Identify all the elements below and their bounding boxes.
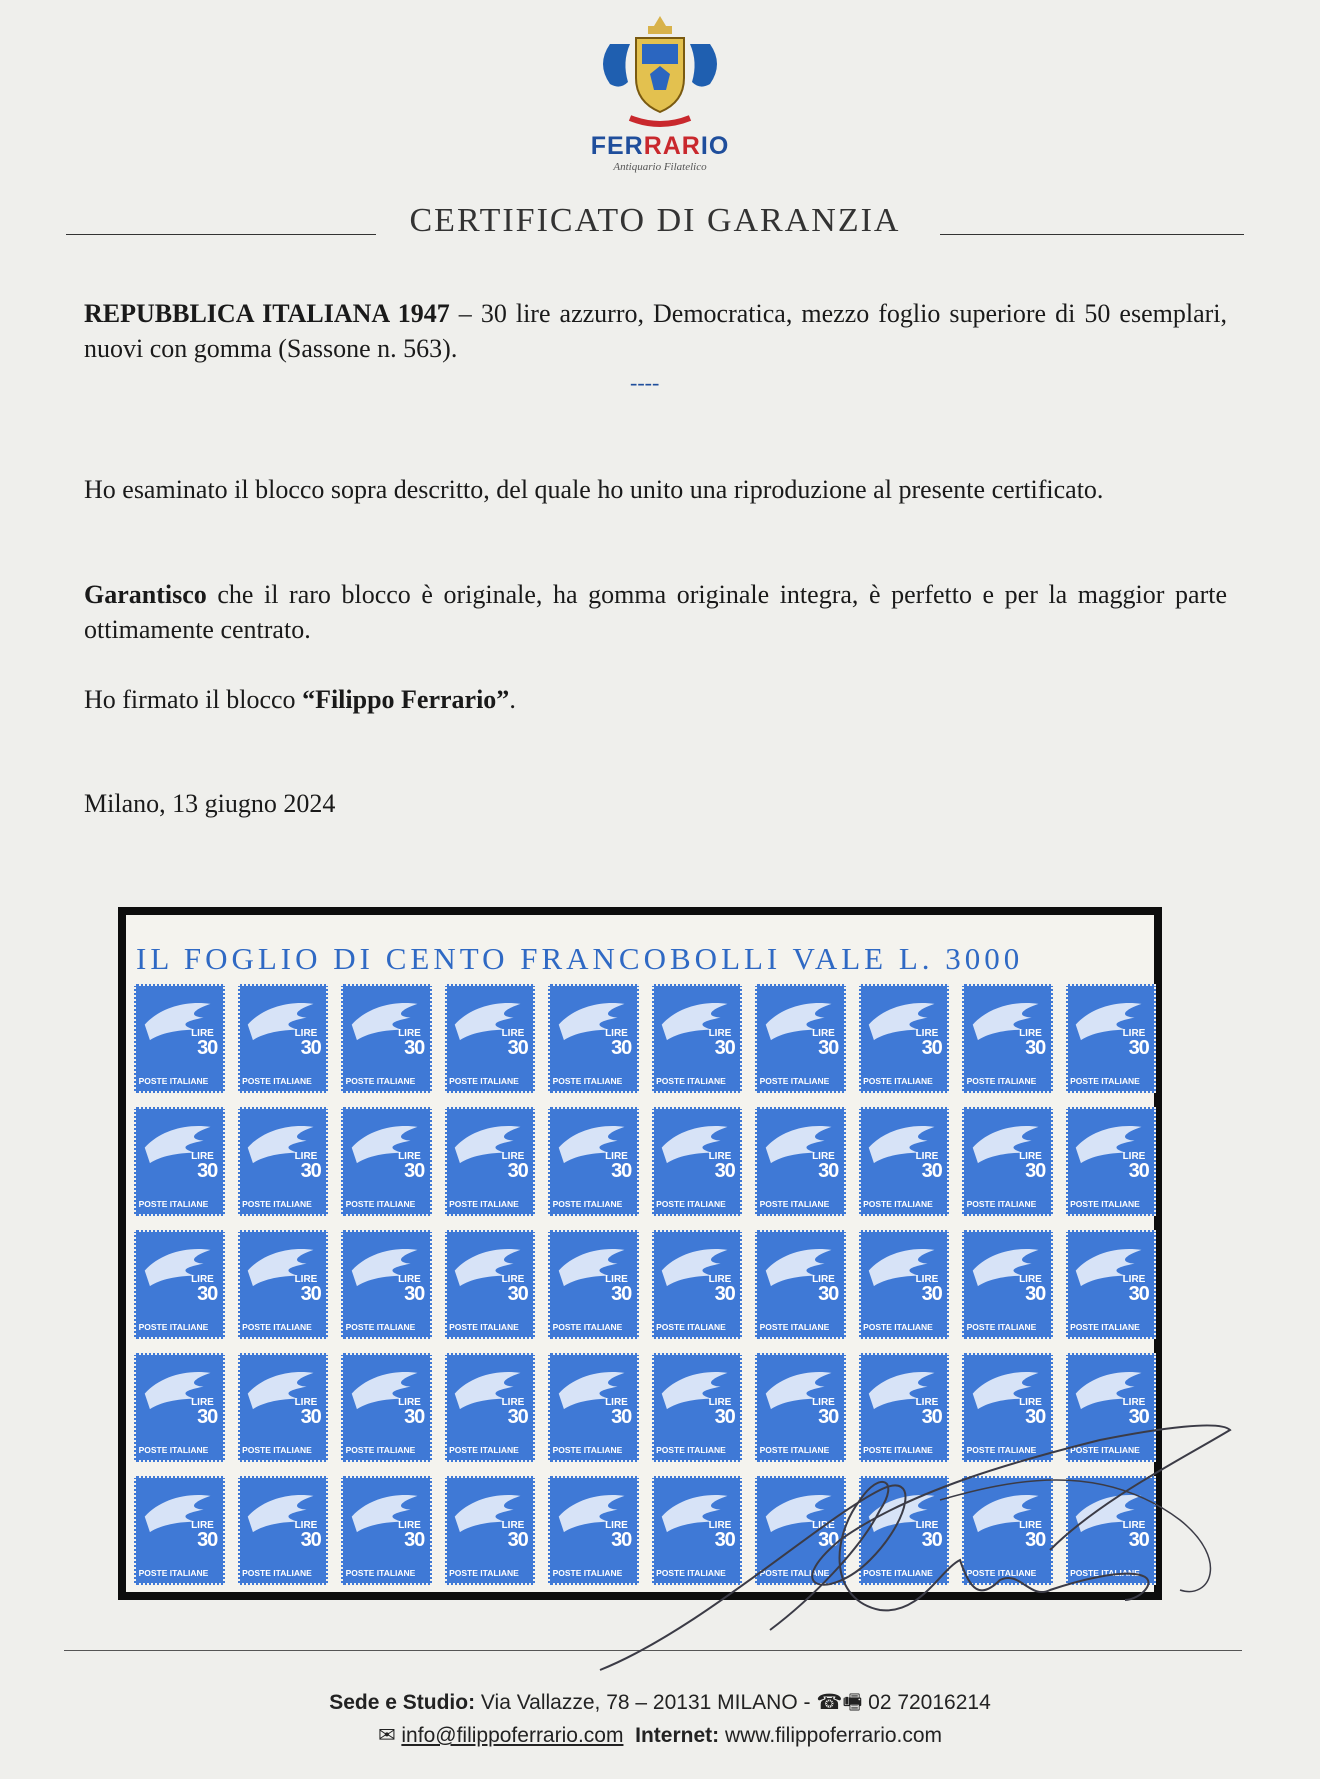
stamp-currency: LIRE (1019, 1397, 1042, 1408)
stamp-value: 30 (611, 1037, 632, 1060)
stamp-value: 30 (818, 1406, 839, 1429)
stamp (238, 1230, 329, 1339)
stamp-country: POSTE ITALIANE (966, 1567, 1037, 1578)
stamp-currency: LIRE (398, 1397, 421, 1408)
description-text: – 30 lire azzurro, Democratica, mezzo foglio superiore di 50 esemplari, nuovi con gomma (Sassone n. 563). (84, 299, 1227, 363)
stamp (859, 984, 950, 1093)
stamp-currency: LIRE (398, 1151, 421, 1162)
stamp-currency: LIRE (812, 1520, 835, 1531)
stamp-country: POSTE ITALIANE (656, 1198, 726, 1209)
stamp-value: 30 (507, 1529, 528, 1552)
stamp-currency: LIRE (191, 1397, 214, 1408)
stamp-value: 30 (714, 1283, 735, 1306)
stamp-country: POSTE ITALIANE (345, 1444, 416, 1455)
stamp-country: POSTE ITALIANE (759, 1075, 830, 1086)
stamp-currency: LIRE (1122, 1274, 1146, 1285)
stamp-value: 30 (1128, 1529, 1149, 1552)
stamp-currency: LIRE (915, 1520, 939, 1531)
stamp (341, 1107, 432, 1216)
stamp-country: POSTE ITALIANE (759, 1567, 830, 1578)
stamp-value: 30 (1025, 1406, 1046, 1429)
stamp-country: POSTE ITALIANE (449, 1444, 519, 1455)
stamp-currency: LIRE (812, 1274, 835, 1285)
paragraph-examined: Ho esaminato il blocco sopra descritto, del quale ho unito una riproduzione al presente certificato. (84, 475, 1104, 504)
stamp-country: POSTE ITALIANE (449, 1567, 519, 1578)
stamp (1066, 984, 1157, 1093)
stamp (755, 1476, 846, 1585)
stamp-value: 30 (507, 1037, 528, 1060)
stamp-country: POSTE ITALIANE (345, 1321, 416, 1332)
stamp-value: 30 (1128, 1406, 1149, 1429)
stamp (548, 1107, 639, 1216)
stamp-currency: LIRE (915, 1028, 939, 1039)
stamp (652, 1107, 743, 1216)
stamp (962, 1230, 1053, 1339)
stamp-country: POSTE ITALIANE (345, 1567, 416, 1578)
stamp-country: POSTE ITALIANE (863, 1567, 933, 1578)
stamp-country: POSTE ITALIANE (966, 1444, 1037, 1455)
stamp-country: POSTE ITALIANE (449, 1198, 519, 1209)
stamp-currency: LIRE (812, 1151, 835, 1162)
stamp (238, 1353, 329, 1462)
stamp-value: 30 (1128, 1037, 1149, 1060)
stamp-country: POSTE ITALIANE (656, 1444, 726, 1455)
stamp-country: POSTE ITALIANE (552, 1198, 623, 1209)
stamp-country: POSTE ITALIANE (1070, 1075, 1140, 1086)
stamp (962, 1476, 1053, 1585)
footer-address-label: Sede e Studio: (329, 1691, 476, 1714)
ferrario-crest-logo (590, 14, 730, 134)
stamp-value: 30 (714, 1529, 735, 1552)
sheet-margin-inscription: IL FOGLIO DI CENTO FRANCOBOLLI VALE L. 3000 (136, 941, 1024, 976)
guarantee-bold: Garantisco (84, 580, 207, 609)
stamp-country: POSTE ITALIANE (656, 1567, 726, 1578)
stamp-country: POSTE ITALIANE (552, 1075, 623, 1086)
stamp-currency: LIRE (605, 1397, 628, 1408)
stamp (652, 1230, 743, 1339)
stamp (1066, 1353, 1157, 1462)
stamp-currency: LIRE (708, 1520, 732, 1531)
stamp-value: 30 (197, 1529, 218, 1552)
sheet-paper (126, 915, 1154, 1592)
stamp-value: 30 (921, 1529, 942, 1552)
signed-text: Ho firmato il blocco (84, 685, 303, 714)
brand-name: FERRARIO (590, 132, 730, 160)
stamp-value: 30 (507, 1283, 528, 1306)
certificate-title: CERTIFICATO DI GARANZIA (409, 202, 901, 239)
stamp-country: POSTE ITALIANE (759, 1198, 830, 1209)
stamp (755, 1230, 846, 1339)
stamp-currency: LIRE (1019, 1274, 1042, 1285)
stamp-value: 30 (197, 1160, 218, 1183)
stamp-country: POSTE ITALIANE (863, 1075, 933, 1086)
stamp (238, 1107, 329, 1216)
stamp (859, 1476, 950, 1585)
stamp-country: POSTE ITALIANE (966, 1198, 1037, 1209)
stamp-currency: LIRE (1122, 1151, 1146, 1162)
stamp-value: 30 (197, 1406, 218, 1429)
stamp-country: POSTE ITALIANE (1070, 1444, 1140, 1455)
stamp (341, 1230, 432, 1339)
stamp (341, 1353, 432, 1462)
stamp-value: 30 (611, 1160, 632, 1183)
stamp-country: POSTE ITALIANE (1070, 1198, 1140, 1209)
stamp-value: 30 (507, 1160, 528, 1183)
description (84, 296, 1227, 366)
stamp (652, 1353, 743, 1462)
stamp (859, 1230, 950, 1339)
stamp-country: POSTE ITALIANE (345, 1075, 416, 1086)
footer-address (0, 1688, 1320, 1723)
stamp-country: POSTE ITALIANE (863, 1444, 933, 1455)
stamp-country: POSTE ITALIANE (242, 1321, 312, 1332)
brand-subtitle: Antiquario Filatelico (613, 161, 707, 173)
stamp (134, 1476, 225, 1585)
stamp-country: POSTE ITALIANE (966, 1321, 1037, 1332)
stamp (548, 1230, 639, 1339)
stamp (134, 1353, 225, 1462)
stamp-value: 30 (404, 1406, 425, 1429)
stamp-currency: LIRE (294, 1520, 318, 1531)
stamp-value: 30 (404, 1529, 425, 1552)
stamp-value: 30 (818, 1529, 839, 1552)
stamp (755, 1353, 846, 1462)
email-link[interactable]: info@filippoferrario.com (401, 1724, 624, 1747)
stamp-value: 30 (921, 1160, 942, 1183)
stamp-value: 30 (714, 1160, 735, 1183)
stamp-value: 30 (1025, 1037, 1046, 1060)
stamp-currency: LIRE (915, 1151, 939, 1162)
stamp (445, 1107, 536, 1216)
stamp-value: 30 (921, 1037, 942, 1060)
stamp (445, 1353, 536, 1462)
stamp-country: POSTE ITALIANE (759, 1321, 830, 1332)
stamp-currency: LIRE (191, 1151, 214, 1162)
stamp-currency: LIRE (501, 1151, 525, 1162)
stamp (962, 1353, 1053, 1462)
stamp (238, 1476, 329, 1585)
stamp-value: 30 (714, 1037, 735, 1060)
stamp-currency: LIRE (398, 1520, 421, 1531)
stamp-currency: LIRE (708, 1397, 732, 1408)
stamp-country: POSTE ITALIANE (242, 1198, 312, 1209)
stamp (859, 1353, 950, 1462)
stamp (859, 1107, 950, 1216)
stamp-currency: LIRE (708, 1028, 732, 1039)
description-heading: REPUBBLICA ITALIANA 1947 (84, 299, 450, 328)
stamp-value: 30 (1128, 1160, 1149, 1183)
stamp-currency: LIRE (398, 1028, 421, 1039)
stamp (238, 984, 329, 1093)
stamp-value: 30 (818, 1037, 839, 1060)
stamp-currency: LIRE (1122, 1520, 1146, 1531)
stamp-country: POSTE ITALIANE (759, 1444, 830, 1455)
title-rule-right (940, 234, 1244, 235)
stamp-sheet-image (118, 907, 1162, 1600)
stamp-country: POSTE ITALIANE (863, 1321, 933, 1332)
stamp-currency: LIRE (1019, 1028, 1042, 1039)
stamp-value: 30 (611, 1406, 632, 1429)
stamp-value: 30 (404, 1283, 425, 1306)
stamp-value: 30 (1025, 1283, 1046, 1306)
stamp (341, 1476, 432, 1585)
stamp (652, 984, 743, 1093)
footer-rule (64, 1650, 1242, 1651)
guarantee-text: che il raro blocco è originale, ha gomma originale integra, è perfetto e per la maggior parte ottimamente centrato. (84, 580, 1227, 644)
stamp-value: 30 (611, 1283, 632, 1306)
stamp-country: POSTE ITALIANE (1070, 1567, 1140, 1578)
separator: ---- (630, 370, 660, 395)
stamp-currency: LIRE (294, 1028, 318, 1039)
stamp-currency: LIRE (191, 1274, 214, 1285)
stamp-value: 30 (611, 1529, 632, 1552)
title-row (66, 202, 1244, 242)
stamp (445, 984, 536, 1093)
stamp-country: POSTE ITALIANE (449, 1075, 519, 1086)
stamp-value: 30 (1025, 1160, 1046, 1183)
stamp-value: 30 (300, 1037, 321, 1060)
stamp-country: POSTE ITALIANE (1070, 1321, 1140, 1332)
stamp-currency: LIRE (398, 1274, 421, 1285)
stamp-currency: LIRE (501, 1397, 525, 1408)
stamp-currency: LIRE (191, 1520, 214, 1531)
stamp-value: 30 (714, 1406, 735, 1429)
stamp-value: 30 (300, 1283, 321, 1306)
stamp-country: POSTE ITALIANE (138, 1075, 209, 1086)
stamp-value: 30 (404, 1160, 425, 1183)
stamp (1066, 1476, 1157, 1585)
stamp-currency: LIRE (1019, 1520, 1042, 1531)
stamp-currency: LIRE (294, 1397, 318, 1408)
stamp-currency: LIRE (605, 1520, 628, 1531)
stamp-currency: LIRE (915, 1397, 939, 1408)
stamp-currency: LIRE (605, 1151, 628, 1162)
stamp-value: 30 (507, 1406, 528, 1429)
stamp-currency: LIRE (605, 1274, 628, 1285)
footer-contacts (0, 1723, 1320, 1748)
stamp (445, 1476, 536, 1585)
place-date: Milano, 13 giugno 2024 (84, 789, 336, 818)
stamp-country: POSTE ITALIANE (656, 1321, 726, 1332)
stamp (755, 984, 846, 1093)
stamp-value: 30 (300, 1406, 321, 1429)
stamp (1066, 1230, 1157, 1339)
stamp-country: POSTE ITALIANE (863, 1198, 933, 1209)
stamp-currency: LIRE (1122, 1028, 1146, 1039)
stamp-currency: LIRE (605, 1028, 628, 1039)
stamp-value: 30 (404, 1037, 425, 1060)
paragraph-signed (84, 682, 1227, 717)
stamp-value: 30 (818, 1283, 839, 1306)
stamp-currency: LIRE (191, 1028, 214, 1039)
stamp-currency: LIRE (501, 1274, 525, 1285)
stamp-value: 30 (818, 1160, 839, 1183)
stamp-currency: LIRE (294, 1274, 318, 1285)
stamp (962, 1107, 1053, 1216)
stamp-currency: LIRE (915, 1274, 939, 1285)
stamp-value: 30 (300, 1160, 321, 1183)
stamp (548, 1476, 639, 1585)
stamp-currency: LIRE (812, 1397, 835, 1408)
stamp-country: POSTE ITALIANE (138, 1198, 209, 1209)
stamp (652, 1476, 743, 1585)
stamp-country: POSTE ITALIANE (138, 1444, 209, 1455)
stamp-country: POSTE ITALIANE (242, 1075, 312, 1086)
stamp (1066, 1107, 1157, 1216)
stamp-value: 30 (1128, 1283, 1149, 1306)
stamp-value: 30 (197, 1283, 218, 1306)
stamp-country: POSTE ITALIANE (242, 1444, 312, 1455)
stamp (134, 1230, 225, 1339)
stamp-currency: LIRE (1122, 1397, 1146, 1408)
paragraph-guarantee (84, 577, 1227, 647)
stamp-value: 30 (921, 1283, 942, 1306)
stamp-country: POSTE ITALIANE (966, 1075, 1037, 1086)
stamp-country: POSTE ITALIANE (138, 1567, 209, 1578)
stamp-currency: LIRE (1019, 1151, 1042, 1162)
website-link[interactable]: www.filippoferrario.com (719, 1724, 943, 1747)
stamp-currency: LIRE (812, 1028, 835, 1039)
stamp (445, 1230, 536, 1339)
stamp-country: POSTE ITALIANE (656, 1075, 726, 1086)
signed-period: . (509, 685, 516, 714)
stamp-country: POSTE ITALIANE (242, 1567, 312, 1578)
internet-label: Internet: (635, 1724, 720, 1747)
footer-address-text: Via Vallazze, 78 – 20131 MILANO - ☎🖷 02 72016214 (475, 1691, 991, 1714)
stamp (755, 1107, 846, 1216)
stamp-value: 30 (300, 1529, 321, 1552)
stamp-country: POSTE ITALIANE (552, 1444, 623, 1455)
stamp-country: POSTE ITALIANE (552, 1321, 623, 1332)
stamp-grid (134, 984, 1156, 1585)
stamp-value: 30 (1025, 1529, 1046, 1552)
stamp-currency: LIRE (501, 1028, 525, 1039)
stamp-currency: LIRE (501, 1520, 525, 1531)
stamp (548, 984, 639, 1093)
email-icon: ✉ (377, 1724, 396, 1747)
stamp-currency: LIRE (708, 1274, 732, 1285)
stamp (548, 1353, 639, 1462)
stamp (134, 1107, 225, 1216)
stamp (134, 984, 225, 1093)
stamp-currency: LIRE (708, 1151, 732, 1162)
stamp-country: POSTE ITALIANE (449, 1321, 519, 1332)
stamp (962, 984, 1053, 1093)
stamp (341, 984, 432, 1093)
stamp-value: 30 (197, 1037, 218, 1060)
stamp-value: 30 (921, 1406, 942, 1429)
stamp-country: POSTE ITALIANE (552, 1567, 623, 1578)
signed-name: “Filippo Ferrario” (302, 685, 510, 714)
stamp-currency: LIRE (294, 1151, 318, 1162)
stamp-country: POSTE ITALIANE (345, 1198, 416, 1209)
stamp-country: POSTE ITALIANE (138, 1321, 209, 1332)
